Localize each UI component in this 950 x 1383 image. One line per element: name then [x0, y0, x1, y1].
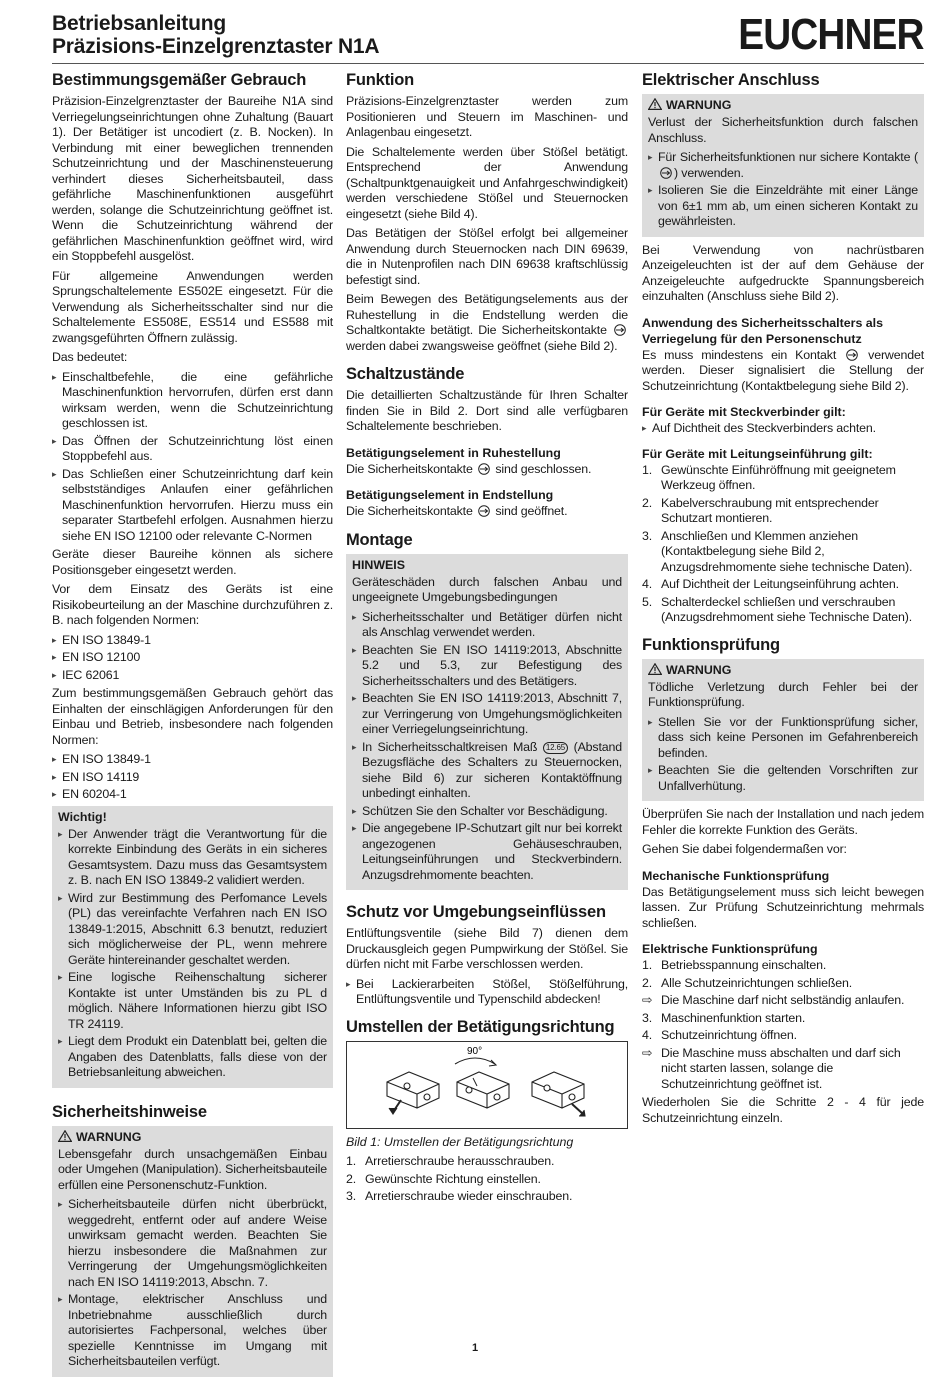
warning-heading: [648, 97, 918, 113]
list-item: [642, 463, 924, 494]
list-item: ▸ Der Anwender trägt die Verantwortung für die korrekte Einbindung des Geräts in ein sicheres Gesamtsystem. Dazu muss das Gesamtsystem z. B. nach EN ISO 13849-2 validiert werden.: [58, 827, 327, 889]
positive-opening-contact-icon: [476, 505, 492, 517]
heading-sicherheitshinweise: Sicherheitshinweise: [52, 1102, 207, 1121]
step-number: 1.: [642, 958, 653, 972]
positive-opening-contact-icon: [476, 463, 492, 475]
warning-triangle-icon: [648, 98, 662, 110]
list-item: ▸ Schützen Sie den Schalter vor Beschädigung.: [352, 804, 622, 820]
warning-text: Lebensgefahr durch unsachgemäßen Einbau oder Umgehen (Manipulation). Sicherheitsbauteile erfüllen eine Personenschutz-Funktion.: [58, 1146, 327, 1192]
dimension-badge: 12.65: [543, 742, 568, 754]
bullet-list: [642, 421, 924, 437]
important-heading: Wichtig!: [58, 809, 107, 824]
step-number: 2.: [346, 1171, 357, 1186]
warning-triangle-icon: [648, 663, 662, 675]
list-item: [642, 496, 924, 527]
text-span: Es muss mindestens ein Kontakt: [642, 347, 837, 362]
heading-schaltzustaende: Schaltzustände: [346, 365, 465, 383]
paragraph: [346, 504, 628, 520]
title-line-2: Präzisions-Einzelgrenztaster N1A: [52, 35, 380, 58]
warning-list: [648, 150, 918, 230]
list-item: [346, 1154, 628, 1170]
step-number: 2.: [642, 495, 653, 510]
warning-text: Tödliche Verletzung durch Fehler bei der Funktionsprüfung.: [648, 679, 918, 709]
warning-label: WARNUNG: [666, 98, 732, 112]
paragraph: Geräte dieser Baureihe können als sichere Positionsgeber eingesetzt werden.: [52, 547, 333, 577]
heading-anwendung: Anwendung des Sicherheitsschalters als Verriegelung für den Personenschutz: [642, 315, 884, 346]
heading-schutz: Schutz vor Umgebungseinflüssen: [346, 903, 606, 921]
list-item: ▸ Bei Lackierarbeiten Stößel, Stößelführung, Entlüftungsventile und Typenschild abdecken!: [346, 977, 628, 1008]
text-span: ) verwenden.: [674, 165, 744, 180]
list-item: ▸ Stellen Sie vor der Funktionsprüfung sicher, dass sich keine Personen im Gefahrenbereich befinden.: [648, 715, 918, 762]
list-item: [352, 740, 622, 802]
text-span: Die Sicherheitskontakte: [346, 504, 473, 518]
important-box: [52, 806, 333, 1088]
paragraph: Die detaillierten Schaltzustände für Ihren Schalter finden Sie in Bild 2. Dort sind alle verfügbaren Schaltelemente beschrieben.: [346, 388, 628, 433]
warning-box: [642, 94, 924, 237]
list-item: ▸ EN ISO 12100: [52, 650, 333, 666]
heading-elektrische-pruefung: Elektrische Funktionsprüfung: [642, 942, 818, 956]
actuator-direction-drawing: [347, 1042, 627, 1128]
list-item: [642, 993, 924, 1009]
list-item: ▸ Liegt dem Produkt ein Datenblatt bei, gelten die Angaben des Datenblatts, falls diese von der Betriebsanleitung abweichen.: [58, 1034, 327, 1081]
heading-ruhestellung: Betätigungselement in Ruhestellung: [346, 445, 561, 460]
column-1: [52, 70, 333, 1383]
paragraph: [346, 292, 628, 354]
paragraph: Überprüfen Sie nach der Installation und nach jedem Fehler die korrekte Funktion des Geräts.: [642, 807, 924, 837]
step-text: Maschinenfunktion starten.: [661, 1010, 806, 1025]
switch-head-right: [532, 1072, 585, 1116]
list-item: [642, 958, 924, 974]
warning-heading: [648, 662, 918, 678]
document-title: [52, 12, 379, 58]
list-item: ▸ Die angegebene IP-Schutzart gilt nur bei korrekt angezogenen Gehäuseschrauben, Leitungseinführungen und Steckverbindern. Anzugsdrehmomente beachten.: [352, 821, 622, 883]
paragraph: Präzisions-Einzelgrenztaster werden zum Positionieren und Steuern im Maschinen- und Anlagenbau eingesetzt.: [346, 94, 628, 139]
list-item: [642, 595, 924, 626]
angle-label: 90°: [467, 1045, 483, 1057]
step-number: 4.: [642, 577, 653, 591]
result-arrow-icon: ⇨: [642, 993, 653, 1007]
step-text: Kabelverschraubung mit entsprechender Schutzart montieren.: [661, 495, 879, 525]
list-item: ▸ EN ISO 13849-1: [52, 752, 333, 768]
heading-montage: Montage: [346, 530, 413, 549]
paragraph: [642, 348, 924, 395]
step-number: 5.: [642, 594, 653, 609]
column-3: [642, 70, 924, 1130]
list-item: [642, 1028, 924, 1044]
figure-caption: Bild 1: Umstellen der Betätigungsrichtung: [346, 1134, 574, 1149]
list-item: ▸ Isolieren Sie die Einzeldrähte mit einer Länge von 6±1 mm ab, um einen sicheren Kontakt zu gewährleisten.: [648, 183, 918, 230]
step-number: 3.: [642, 1010, 653, 1025]
list-item: [648, 150, 918, 181]
notice-list: [352, 610, 622, 884]
bullet-list: [346, 977, 628, 1008]
column-2: [346, 70, 628, 1208]
list-item: ▸ Beachten Sie die geltenden Vorschriften zur Unfallverhütung.: [648, 763, 918, 794]
important-list: [58, 827, 327, 1081]
step-text: Gewünschte Richtung einstellen.: [365, 1171, 541, 1186]
warning-list: [648, 715, 918, 795]
list-item: ▸ Das Öffnen der Schutzeinrichtung löst einen Stoppbefehl aus.: [52, 434, 333, 465]
switch-head-middle: [457, 1072, 509, 1108]
list-item: ▸ Einschaltbefehle, die eine gefährliche Maschinenfunktion hervorrufen, dürfen erst dann wirksam werden, wenn die Schutzeinrichtung geschlossen ist.: [52, 370, 333, 432]
warning-triangle-icon: [58, 1130, 72, 1142]
paragraph: Entlüftungsventile (siehe Bild 7) dienen dem Druckausgleich gegen Pumpwirkung der Stößel. Sie dürfen nicht mit Farbe verschlossen werden.: [346, 926, 628, 971]
paragraph: Vor dem Einsatz des Geräts ist eine Risikobeurteilung an der Maschine durchzuführen z. B. nach folgenden Normen:: [52, 582, 333, 627]
heading-elektrischer-anschluss: Elektrischer Anschluss: [642, 71, 820, 89]
step-text: Betriebsspannung einschalten.: [661, 958, 827, 972]
text-span: werden dabei zwangsweise geöffnet (siehe Bild 2).: [346, 338, 618, 353]
rotation-arrow: [455, 1058, 495, 1064]
page-number: 1: [471, 1342, 479, 1354]
step-list: [642, 463, 924, 626]
list-item: ▸ Montage, elektrischer Anschluss und Inbetriebnahme ausschließlich durch autorisiertes Fachpersonal, welches über spezielle Kenntnisse im Umgang mit Sicherheitsbauteilen verfügt.: [58, 1292, 327, 1370]
step-number: 4.: [642, 1028, 653, 1042]
text-span: (Abstand Bezugsfläche des Schalters zu Steuernocken, siehe Bild 6) zur sicheren Kontaktöffnung unbedingt einhalten.: [362, 739, 622, 800]
positive-opening-contact-icon: [612, 324, 628, 336]
text-span: Beim Bewegen des Betätigungselements aus der Ruhestellung in die Endstellung werden die Schaltkontakte betätigt. Die Sicherheitskontakte: [346, 292, 628, 337]
list-item: [642, 1046, 924, 1093]
step-text: Alle Schutzeinrichtungen schließen.: [661, 975, 853, 990]
step-text: Die Maschine muss abschalten und darf sich nicht starten lassen, solange die Schutzeinrichtung geöffnet ist.: [661, 1045, 901, 1091]
paragraph: Bei Verwendung von nachrüstbaren Anzeigeleuchten ist der auf dem Gehäuse der Anzeigeleuchte aufgedruckte Spannungsbereich einzuhalten (Anschluss siehe Bild 2).: [642, 242, 924, 303]
step-text: Gewünschte Einführöffnung mit geeignetem Werkzeug öffnen.: [661, 462, 896, 492]
list-item: ▸ Eine logische Reihenschaltung sicherer Kontakte ist unter Umständen bis zu PL d möglich. Nähere Informationen hierzu gibt ISO TR 24119.: [58, 970, 327, 1032]
norm-list: [52, 752, 333, 803]
paragraph: Gehen Sie dabei folgendermaßen vor:: [642, 842, 847, 856]
title-line-1: Betriebsanleitung: [52, 12, 226, 35]
step-number: 3.: [642, 528, 653, 543]
list-item: [642, 1011, 924, 1027]
paragraph: Das bedeutet:: [52, 350, 128, 364]
step-number: 3.: [346, 1189, 357, 1203]
list-item: ▸ Sicherheitsschalter und Betätiger dürfen nicht als Anschlag verwendet werden.: [352, 610, 622, 641]
list-item: ▸ EN 60204-1: [52, 787, 333, 803]
warning-label: WARNUNG: [76, 1129, 142, 1144]
step-list: [642, 958, 924, 1092]
warning-label: WARNUNG: [666, 662, 732, 677]
header-rule: [52, 63, 924, 64]
heading-endstellung: Betätigungselement in Endstellung: [346, 488, 554, 502]
list-item: [346, 1189, 628, 1205]
notice-box: [346, 554, 628, 891]
step-text: Anschließen und Klemmen anziehen (Kontaktbelegung siehe Bild 2, Anzugsdrehmomente siehe technische Daten).: [661, 528, 913, 574]
text-span: verwendet werden. Dieser signalisiert die Stellung der Schutzeinrichtung (Kontaktbelegung siehe Bild 2).: [642, 347, 924, 393]
step-number: 1.: [642, 462, 653, 477]
notice-heading: HINWEIS: [352, 557, 406, 572]
positive-opening-contact-icon: [658, 167, 674, 179]
paragraph: Das Betätigungselement muss sich leicht bewegen lassen. Zur Prüfung Schutzeinrichtung mehrmals schließen.: [642, 884, 924, 930]
warning-text: Verlust der Sicherheitsfunktion durch falschen Anschluss.: [648, 115, 918, 145]
paragraph: Wiederholen Sie die Schritte 2 - 4 für jede Schutzeinrichtung einzeln.: [642, 1095, 924, 1125]
text-span: sind geschlossen.: [495, 461, 592, 476]
step-text: Arretierschraube wieder einschrauben.: [365, 1189, 573, 1203]
heading-funktion: Funktion: [346, 71, 415, 89]
paragraph: Für allgemeine Anwendungen werden Sprungschaltelemente ES502E eingesetzt. Für die Verwendung als Sicherheitsschalter sind nur die Schaltelemente ES508E, ES514 und ES588 mit zwangsgeführten Öffnern zulässig.: [52, 268, 333, 345]
notice-text: Geräteschäden durch falschen Anbau und ungeeignete Umgebungsbedingungen: [352, 574, 622, 604]
step-list: [346, 1154, 628, 1205]
list-item: [346, 1172, 628, 1188]
list-item: [642, 976, 924, 992]
list-item: [642, 529, 924, 576]
text-span: sind geöffnet.: [495, 504, 568, 518]
list-item: ▸ Beachten Sie EN ISO 14119:2013, Abschnitt 7, zur Verringerung von Umgehungsmöglichkeiten einer Verriegelungseinrichtung.: [352, 691, 622, 738]
heading-mechanische-pruefung: Mechanische Funktionsprüfung: [642, 868, 830, 883]
heading-leitungseinfuehrung: Für Geräte mit Leitungseinführung gilt:: [642, 446, 873, 461]
step-text: Arretierschraube herausschrauben.: [365, 1154, 555, 1168]
positive-opening-contact-icon: [844, 349, 860, 361]
list-item: ▸ Sicherheitsbauteile dürfen nicht überbrückt, weggedreht, entfernt oder auf andere Weise unwirksam gemacht werden. Beachten Sie hierzu insbesondere die Maßnahmen zur Verringerung der Umgehungsmöglichkeiten nach EN ISO 14119:2013, Abschn. 7.: [58, 1197, 327, 1290]
norm-list: [52, 633, 333, 684]
paragraph: Präzision-Einzelgrenztaster der Baureihe N1A sind Verriegelungseinrichtungen ohne Zuhaltung (Bauart 1). Der Betätiger ist uncodiert (z. B. Nocken). In Verbindung mit einer beweglichen trennenden Schutzeinrichtung und der Maschinensteuerung verhindert dieses Sicherheitsbauteil, dass gefährliche Maschinenfunktionen ausgeführt werden, solange die Schutzeinrichtung geöffnet ist. Wenn die Schutzeinrichtung während der gefährlichen Maschinenfunktion geöffnet wird, wird ein Stoppbefehl ausgelöst.: [52, 94, 333, 263]
euchner-logo: EUCHNER: [738, 10, 924, 59]
warning-heading: [58, 1129, 327, 1145]
list-item: ▸ EN ISO 13849-1: [52, 633, 333, 649]
text-span: In Sicherheitsschaltkreisen Maß: [362, 739, 538, 754]
step-number: 2.: [642, 975, 653, 990]
warning-box: [642, 659, 924, 802]
warning-box: [52, 1126, 333, 1377]
text-span: Die Sicherheitskontakte: [346, 461, 473, 476]
result-arrow-icon: ⇨: [642, 1045, 653, 1060]
heading-bestimmung: Bestimmungsgemäßer Gebrauch: [52, 71, 307, 89]
paragraph: [346, 462, 628, 478]
list-item: ▸ Beachten Sie EN ISO 14119:2013, Abschnitte 5.2 und 5.3, zur Befestigung des Sicherheitsschalters und des Betätigers.: [352, 643, 622, 690]
list-item: ▸ Das Schließen einer Schutzeinrichtung darf kein selbstständiges Anlaufen einer gefährlichen Maschinenfunktion hervorrufen. Hierzu muss ein separater Startbefehl erfolgen. Ausnahmen hierzu siehe EN ISO 12100 oder relevante C-Normen: [52, 467, 333, 545]
list-item: ▸ Wird zur Bestimmung des Perfomance Levels (PL) das vereinfachte Verfahren nach EN ISO 13849-1:2015, Abschnitt 6.3 benutzt, reduziert sich möglicherweise der PL, wenn mehrere Geräte hintereinander geschaltet werden.: [58, 891, 327, 969]
step-text: Schutzeinrichtung öffnen.: [661, 1028, 797, 1042]
list-item: [642, 577, 924, 593]
step-number: 1.: [346, 1154, 357, 1168]
paragraph: Zum bestimmungsgemäßen Gebrauch gehört das Einhalten der einschlägigen Anforderungen für den Einbau und Betrieb, insbesondere nach folgenden Normen:: [52, 686, 333, 747]
figure-umstellen: [346, 1041, 628, 1129]
list-item: ▸ IEC 62061: [52, 668, 333, 684]
heading-steckverbinder: Für Geräte mit Steckverbinder gilt:: [642, 405, 846, 419]
paragraph: Das Betätigen der Stößel erfolgt bei allgemeiner Anwendung durch Steuernocken nach DIN 69639, die in Nutenprofilen nach DIN 69638 kraftschlüssig befestigt sind.: [346, 226, 628, 287]
heading-umstellen: Umstellen der Betätigungsrichtung: [346, 1017, 615, 1036]
paragraph: Die Schaltelemente werden über Stößel betätigt. Entsprechend der Anwendung (Schaltpunktgenauigkeit und Anfahrgeschwindigkeit) werden verschiedene Stößel und Steuernocken eingesetzt (siehe Bild 4).: [346, 144, 628, 221]
list-item: ▸ Auf Dichtheit des Steckverbinders achten.: [642, 421, 924, 437]
step-text: Die Maschine darf nicht selbständig anlaufen.: [661, 993, 905, 1007]
heading-funktionspruefung: Funktionsprüfung: [642, 635, 780, 654]
step-text: Auf Dichtheit der Leitungseinführung achten.: [661, 577, 899, 591]
list-item: ▸ EN ISO 14119: [52, 770, 333, 786]
bullet-list: [52, 370, 333, 545]
text-span: Für Sicherheitsfunktionen nur sichere Kontakte (: [658, 150, 918, 164]
switch-head-left: [387, 1072, 439, 1114]
step-text: Schalterdeckel schließen und verschrauben (Anzugsdrehmoment siehe Technische Daten).: [661, 594, 913, 624]
